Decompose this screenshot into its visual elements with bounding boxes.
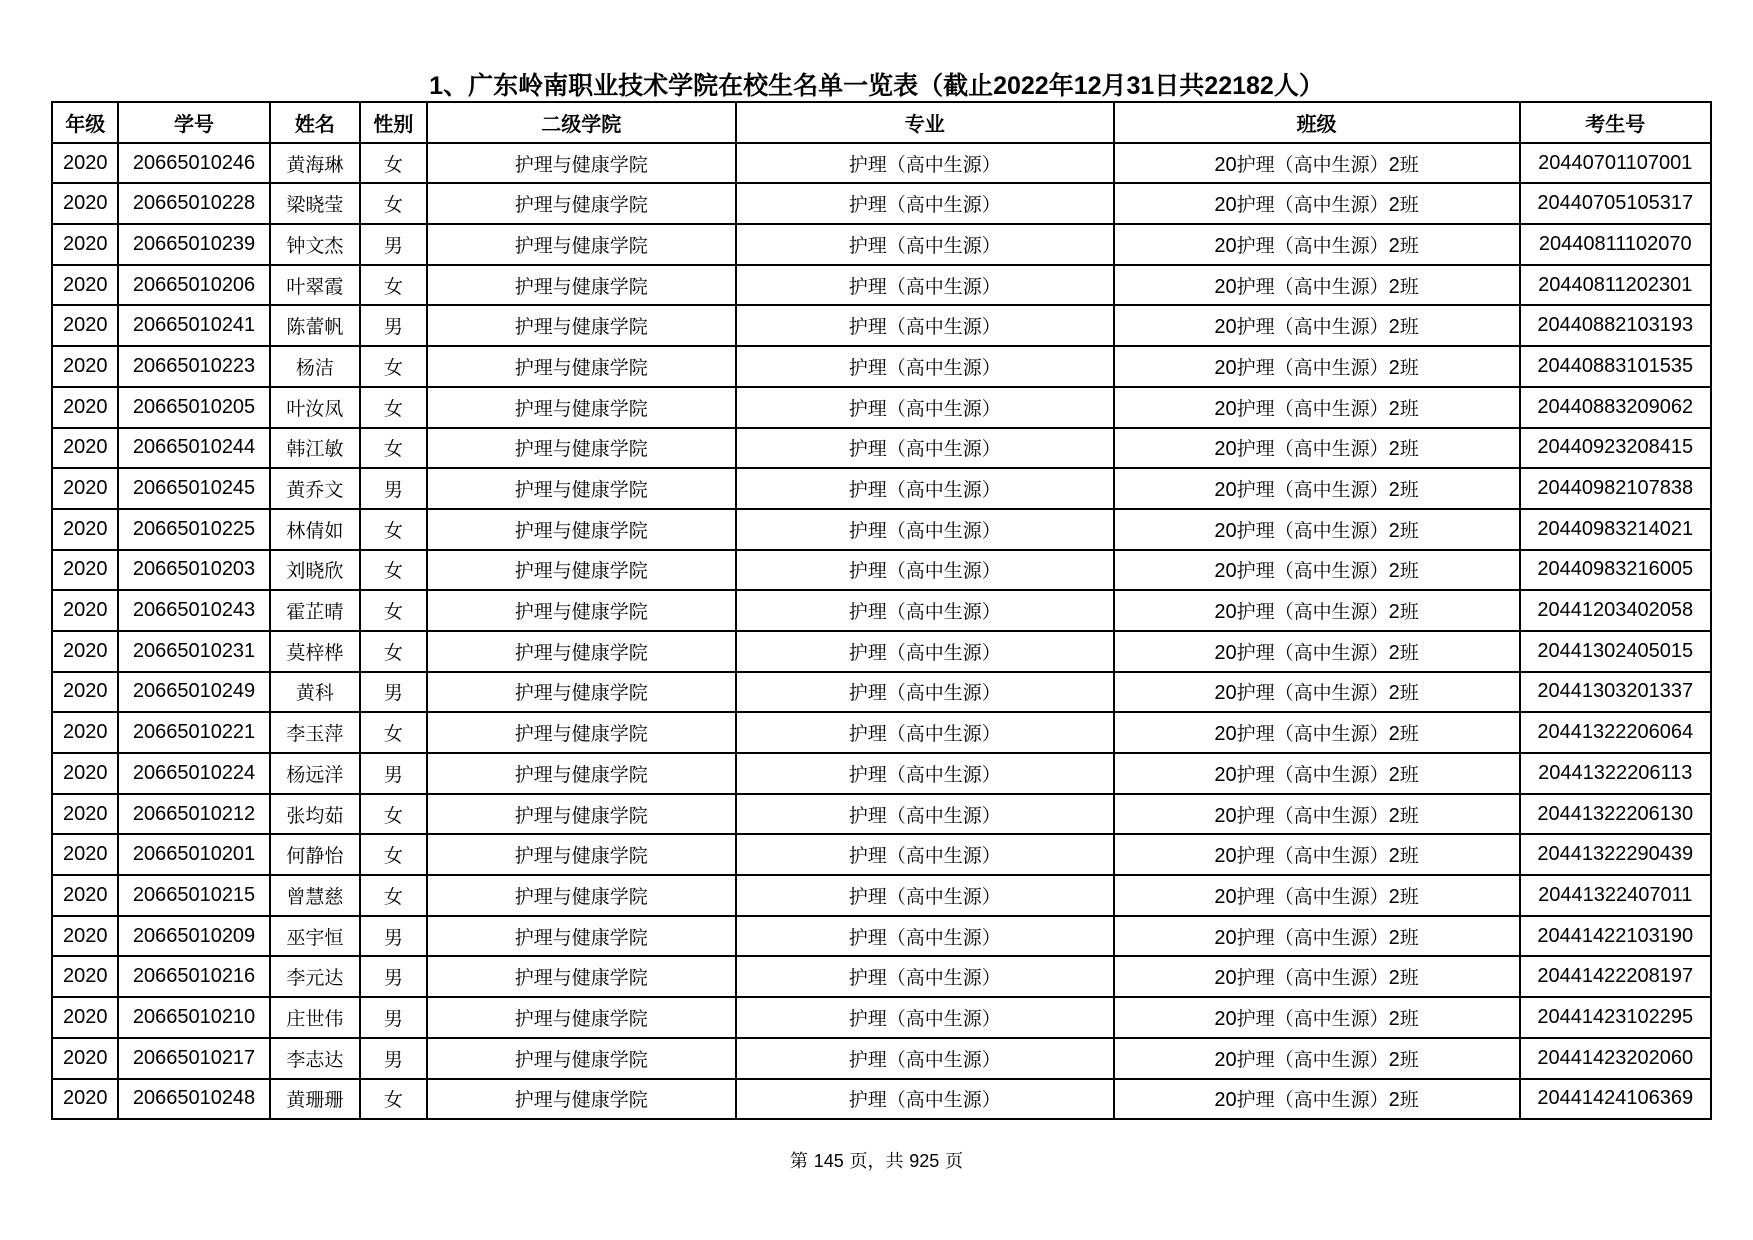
cell-name: 林倩如 xyxy=(270,509,361,550)
cell-grade: 2020 xyxy=(52,1038,118,1079)
cell-gender: 女 xyxy=(360,590,426,631)
cell-college: 护理与健康学院 xyxy=(427,834,736,875)
table-row xyxy=(52,753,1711,794)
cell-student-id: 20665010248 xyxy=(118,1079,269,1120)
cell-gender: 女 xyxy=(360,509,426,550)
table-row xyxy=(52,468,1711,509)
cell-class: 20护理（高中生源）2班 xyxy=(1114,916,1520,957)
table-row xyxy=(52,997,1711,1038)
footer-middle: 页，共 xyxy=(843,1151,910,1172)
cell-college: 护理与健康学院 xyxy=(427,794,736,835)
cell-exam-id: 20441422208197 xyxy=(1520,956,1711,997)
current-page-number: 145 xyxy=(813,1151,844,1171)
cell-major: 护理（高中生源） xyxy=(736,712,1114,753)
cell-college: 护理与健康学院 xyxy=(427,387,736,428)
cell-exam-id: 20440982107838 xyxy=(1520,468,1711,509)
cell-exam-id: 20441322290439 xyxy=(1520,834,1711,875)
cell-grade: 2020 xyxy=(52,956,118,997)
cell-name: 陈蕾帆 xyxy=(270,305,361,346)
cell-gender: 女 xyxy=(360,550,426,591)
cell-name: 叶汝凤 xyxy=(270,387,361,428)
cell-student-id: 20665010244 xyxy=(118,428,269,469)
cell-grade: 2020 xyxy=(52,143,118,184)
cell-gender: 男 xyxy=(360,956,426,997)
cell-grade: 2020 xyxy=(52,794,118,835)
footer-prefix: 第 xyxy=(789,1151,814,1172)
cell-student-id: 20665010246 xyxy=(118,143,269,184)
cell-major: 护理（高中生源） xyxy=(736,265,1114,306)
cell-class: 20护理（高中生源）2班 xyxy=(1114,672,1520,713)
cell-student-id: 20665010243 xyxy=(118,590,269,631)
cell-name: 杨洁 xyxy=(270,346,361,387)
cell-exam-id: 20440811202301 xyxy=(1520,265,1711,306)
cell-grade: 2020 xyxy=(52,428,118,469)
cell-exam-id: 20441422103190 xyxy=(1520,916,1711,957)
cell-college: 护理与健康学院 xyxy=(427,143,736,184)
cell-gender: 女 xyxy=(360,387,426,428)
cell-exam-id: 20441302405015 xyxy=(1520,631,1711,672)
cell-grade: 2020 xyxy=(52,997,118,1038)
cell-grade: 2020 xyxy=(52,875,118,916)
cell-exam-id: 20440983214021 xyxy=(1520,509,1711,550)
page-footer xyxy=(0,1147,1753,1173)
cell-exam-id: 20441322206064 xyxy=(1520,712,1711,753)
cell-student-id: 20665010205 xyxy=(118,387,269,428)
cell-class: 20护理（高中生源）2班 xyxy=(1114,143,1520,184)
cell-college: 护理与健康学院 xyxy=(427,468,736,509)
cell-major: 护理（高中生源） xyxy=(736,346,1114,387)
column-header-exam-id: 考生号 xyxy=(1520,102,1711,143)
cell-exam-id: 20441423102295 xyxy=(1520,997,1711,1038)
cell-student-id: 20665010212 xyxy=(118,794,269,835)
cell-class: 20护理（高中生源）2班 xyxy=(1114,1079,1520,1120)
table-row xyxy=(52,265,1711,306)
cell-gender: 女 xyxy=(360,834,426,875)
cell-name: 庄世伟 xyxy=(270,997,361,1038)
cell-major: 护理（高中生源） xyxy=(736,997,1114,1038)
cell-name: 梁晓莹 xyxy=(270,183,361,224)
document-title: 1、广东岭南职业技术学院在校生名单一览表（截止2022年12月31日共22182人） xyxy=(429,72,1324,100)
cell-student-id: 20665010216 xyxy=(118,956,269,997)
cell-major: 护理（高中生源） xyxy=(736,834,1114,875)
cell-student-id: 20665010209 xyxy=(118,916,269,957)
cell-gender: 女 xyxy=(360,428,426,469)
cell-gender: 男 xyxy=(360,916,426,957)
table-row xyxy=(52,550,1711,591)
column-header-class: 班级 xyxy=(1114,102,1520,143)
cell-exam-id: 20441303201337 xyxy=(1520,672,1711,713)
cell-class: 20护理（高中生源）2班 xyxy=(1114,875,1520,916)
cell-class: 20护理（高中生源）2班 xyxy=(1114,550,1520,591)
cell-class: 20护理（高中生源）2班 xyxy=(1114,346,1520,387)
cell-grade: 2020 xyxy=(52,631,118,672)
table-row xyxy=(52,834,1711,875)
cell-college: 护理与健康学院 xyxy=(427,509,736,550)
cell-major: 护理（高中生源） xyxy=(736,794,1114,835)
cell-major: 护理（高中生源） xyxy=(736,753,1114,794)
table-row xyxy=(52,590,1711,631)
cell-name: 刘晓欣 xyxy=(270,550,361,591)
cell-exam-id: 20441322407011 xyxy=(1520,875,1711,916)
cell-grade: 2020 xyxy=(52,224,118,265)
cell-class: 20护理（高中生源）2班 xyxy=(1114,997,1520,1038)
cell-exam-id: 20440701107001 xyxy=(1520,143,1711,184)
cell-gender: 男 xyxy=(360,468,426,509)
cell-class: 20护理（高中生源）2班 xyxy=(1114,305,1520,346)
table-row xyxy=(52,428,1711,469)
cell-grade: 2020 xyxy=(52,1079,118,1120)
cell-name: 黄科 xyxy=(270,672,361,713)
table-row xyxy=(52,509,1711,550)
table-row xyxy=(52,956,1711,997)
cell-college: 护理与健康学院 xyxy=(427,550,736,591)
cell-gender: 女 xyxy=(360,346,426,387)
table-row xyxy=(52,794,1711,835)
cell-class: 20护理（高中生源）2班 xyxy=(1114,631,1520,672)
cell-college: 护理与健康学院 xyxy=(427,672,736,713)
column-header-major: 专业 xyxy=(736,102,1114,143)
cell-major: 护理（高中生源） xyxy=(736,672,1114,713)
cell-college: 护理与健康学院 xyxy=(427,875,736,916)
table-header-row xyxy=(52,102,1711,143)
cell-college: 护理与健康学院 xyxy=(427,753,736,794)
cell-student-id: 20665010203 xyxy=(118,550,269,591)
cell-exam-id: 20441203402058 xyxy=(1520,590,1711,631)
cell-major: 护理（高中生源） xyxy=(736,183,1114,224)
cell-exam-id: 20440882103193 xyxy=(1520,305,1711,346)
cell-student-id: 20665010231 xyxy=(118,631,269,672)
cell-student-id: 20665010201 xyxy=(118,834,269,875)
cell-student-id: 20665010245 xyxy=(118,468,269,509)
cell-major: 护理（高中生源） xyxy=(736,956,1114,997)
table-row xyxy=(52,1038,1711,1079)
cell-gender: 女 xyxy=(360,712,426,753)
cell-college: 护理与健康学院 xyxy=(427,712,736,753)
cell-gender: 女 xyxy=(360,1079,426,1120)
cell-exam-id: 20440705105317 xyxy=(1520,183,1711,224)
table-body xyxy=(52,143,1711,1120)
cell-major: 护理（高中生源） xyxy=(736,1079,1114,1120)
cell-grade: 2020 xyxy=(52,509,118,550)
cell-name: 韩江敏 xyxy=(270,428,361,469)
column-header-student-id: 学号 xyxy=(118,102,269,143)
cell-name: 张均茹 xyxy=(270,794,361,835)
cell-class: 20护理（高中生源）2班 xyxy=(1114,468,1520,509)
cell-gender: 女 xyxy=(360,265,426,306)
cell-grade: 2020 xyxy=(52,916,118,957)
cell-name: 李玉萍 xyxy=(270,712,361,753)
cell-class: 20护理（高中生源）2班 xyxy=(1114,834,1520,875)
cell-major: 护理（高中生源） xyxy=(736,305,1114,346)
cell-grade: 2020 xyxy=(52,753,118,794)
column-header-name: 姓名 xyxy=(270,102,361,143)
table-row xyxy=(52,1079,1711,1120)
cell-major: 护理（高中生源） xyxy=(736,1038,1114,1079)
table-row xyxy=(52,346,1711,387)
cell-major: 护理（高中生源） xyxy=(736,631,1114,672)
cell-college: 护理与健康学院 xyxy=(427,1038,736,1079)
cell-name: 李志达 xyxy=(270,1038,361,1079)
cell-exam-id: 20440883209062 xyxy=(1520,387,1711,428)
cell-name: 霍芷晴 xyxy=(270,590,361,631)
cell-student-id: 20665010224 xyxy=(118,753,269,794)
cell-student-id: 20665010228 xyxy=(118,183,269,224)
cell-grade: 2020 xyxy=(52,305,118,346)
cell-gender: 男 xyxy=(360,305,426,346)
cell-major: 护理（高中生源） xyxy=(736,590,1114,631)
cell-major: 护理（高中生源） xyxy=(736,875,1114,916)
cell-student-id: 20665010249 xyxy=(118,672,269,713)
cell-college: 护理与健康学院 xyxy=(427,956,736,997)
cell-gender: 男 xyxy=(360,224,426,265)
cell-class: 20护理（高中生源）2班 xyxy=(1114,794,1520,835)
column-header-college: 二级学院 xyxy=(427,102,736,143)
cell-name: 黄珊珊 xyxy=(270,1079,361,1120)
cell-grade: 2020 xyxy=(52,265,118,306)
cell-major: 护理（高中生源） xyxy=(736,509,1114,550)
cell-major: 护理（高中生源） xyxy=(736,143,1114,184)
cell-name: 李元达 xyxy=(270,956,361,997)
cell-class: 20护理（高中生源）2班 xyxy=(1114,753,1520,794)
cell-grade: 2020 xyxy=(52,387,118,428)
cell-college: 护理与健康学院 xyxy=(427,1079,736,1120)
table-row xyxy=(52,875,1711,916)
cell-class: 20护理（高中生源）2班 xyxy=(1114,224,1520,265)
cell-class: 20护理（高中生源）2班 xyxy=(1114,428,1520,469)
cell-gender: 男 xyxy=(360,672,426,713)
column-header-gender: 性别 xyxy=(360,102,426,143)
cell-major: 护理（高中生源） xyxy=(736,224,1114,265)
table-row xyxy=(52,305,1711,346)
cell-college: 护理与健康学院 xyxy=(427,916,736,957)
cell-grade: 2020 xyxy=(52,183,118,224)
cell-college: 护理与健康学院 xyxy=(427,346,736,387)
cell-name: 钟文杰 xyxy=(270,224,361,265)
cell-college: 护理与健康学院 xyxy=(427,305,736,346)
cell-college: 护理与健康学院 xyxy=(427,428,736,469)
table-row xyxy=(52,183,1711,224)
cell-exam-id: 20440983216005 xyxy=(1520,550,1711,591)
cell-college: 护理与健康学院 xyxy=(427,590,736,631)
cell-name: 曾慧慈 xyxy=(270,875,361,916)
cell-student-id: 20665010215 xyxy=(118,875,269,916)
cell-college: 护理与健康学院 xyxy=(427,997,736,1038)
cell-grade: 2020 xyxy=(52,712,118,753)
table-row xyxy=(52,672,1711,713)
cell-college: 护理与健康学院 xyxy=(427,265,736,306)
cell-grade: 2020 xyxy=(52,346,118,387)
cell-major: 护理（高中生源） xyxy=(736,916,1114,957)
cell-name: 莫梓桦 xyxy=(270,631,361,672)
cell-name: 黄海琳 xyxy=(270,143,361,184)
cell-name: 巫宇恒 xyxy=(270,916,361,957)
table-row xyxy=(52,143,1711,184)
cell-student-id: 20665010206 xyxy=(118,265,269,306)
cell-gender: 女 xyxy=(360,631,426,672)
cell-exam-id: 20441424106369 xyxy=(1520,1079,1711,1120)
cell-class: 20护理（高中生源）2班 xyxy=(1114,712,1520,753)
cell-major: 护理（高中生源） xyxy=(736,428,1114,469)
student-roster-table xyxy=(51,101,1712,1120)
cell-grade: 2020 xyxy=(52,672,118,713)
cell-exam-id: 20440811102070 xyxy=(1520,224,1711,265)
cell-exam-id: 20440923208415 xyxy=(1520,428,1711,469)
cell-gender: 男 xyxy=(360,1038,426,1079)
cell-gender: 女 xyxy=(360,875,426,916)
cell-major: 护理（高中生源） xyxy=(736,387,1114,428)
cell-class: 20护理（高中生源）2班 xyxy=(1114,387,1520,428)
total-pages-number: 925 xyxy=(909,1151,940,1171)
cell-gender: 女 xyxy=(360,183,426,224)
cell-gender: 男 xyxy=(360,753,426,794)
cell-grade: 2020 xyxy=(52,550,118,591)
cell-exam-id: 20441322206130 xyxy=(1520,794,1711,835)
cell-student-id: 20665010223 xyxy=(118,346,269,387)
column-header-grade: 年级 xyxy=(52,102,118,143)
table-row xyxy=(52,712,1711,753)
cell-major: 护理（高中生源） xyxy=(736,468,1114,509)
cell-college: 护理与健康学院 xyxy=(427,224,736,265)
cell-class: 20护理（高中生源）2班 xyxy=(1114,265,1520,306)
cell-student-id: 20665010217 xyxy=(118,1038,269,1079)
cell-exam-id: 20441322206113 xyxy=(1520,753,1711,794)
cell-student-id: 20665010239 xyxy=(118,224,269,265)
cell-major: 护理（高中生源） xyxy=(736,550,1114,591)
cell-class: 20护理（高中生源）2班 xyxy=(1114,956,1520,997)
cell-name: 叶翠霞 xyxy=(270,265,361,306)
cell-gender: 女 xyxy=(360,143,426,184)
cell-class: 20护理（高中生源）2班 xyxy=(1114,590,1520,631)
cell-student-id: 20665010241 xyxy=(118,305,269,346)
cell-student-id: 20665010221 xyxy=(118,712,269,753)
cell-gender: 女 xyxy=(360,794,426,835)
table-row xyxy=(52,631,1711,672)
cell-gender: 男 xyxy=(360,997,426,1038)
cell-name: 何静怡 xyxy=(270,834,361,875)
cell-student-id: 20665010210 xyxy=(118,997,269,1038)
cell-college: 护理与健康学院 xyxy=(427,183,736,224)
cell-exam-id: 20441423202060 xyxy=(1520,1038,1711,1079)
table-row xyxy=(52,916,1711,957)
cell-college: 护理与健康学院 xyxy=(427,631,736,672)
cell-name: 黄乔文 xyxy=(270,468,361,509)
cell-grade: 2020 xyxy=(52,468,118,509)
cell-class: 20护理（高中生源）2班 xyxy=(1114,183,1520,224)
cell-grade: 2020 xyxy=(52,590,118,631)
cell-class: 20护理（高中生源）2班 xyxy=(1114,509,1520,550)
table-row xyxy=(52,224,1711,265)
cell-student-id: 20665010225 xyxy=(118,509,269,550)
footer-suffix: 页 xyxy=(939,1151,963,1172)
cell-grade: 2020 xyxy=(52,834,118,875)
cell-name: 杨远洋 xyxy=(270,753,361,794)
cell-exam-id: 20440883101535 xyxy=(1520,346,1711,387)
cell-class: 20护理（高中生源）2班 xyxy=(1114,1038,1520,1079)
table-row xyxy=(52,387,1711,428)
